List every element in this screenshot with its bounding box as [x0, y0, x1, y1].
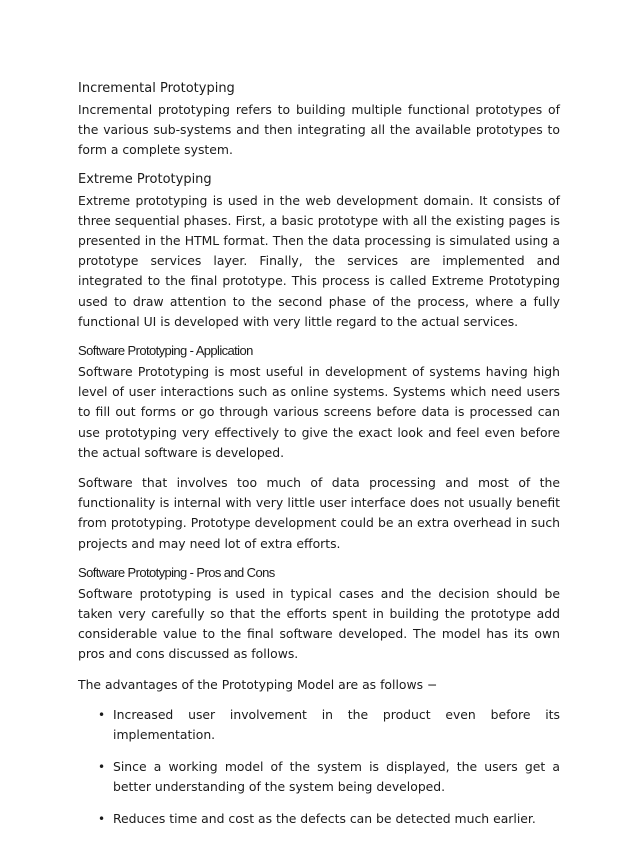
paragraph-extreme-prototyping: Extreme prototyping is used in the web development domain. It consists of three sequential phases. First, a basic prototype with all the existing pages is presented in the HTML format. Then the data processing is simulated using a prototype services layer. Finally, the services are implemented and integrated to the final prototype. This process is called Extreme Prototyping used to draw attention to the second phase of the process, where a fully functional UI is developed with very little regard to the actual services. — [78, 192, 560, 329]
section-heading-extreme-prototyping: Extreme Prototyping — [78, 171, 212, 187]
advantages-list — [78, 705, 560, 829]
document-page — [78, 80, 560, 841]
section-heading-pros-and-cons: Software Prototyping - Pros and Cons — [78, 564, 275, 580]
paragraph-pros-and-cons-1: Software prototyping is used in typical cases and the decision should be taken very carefully so that the efforts spent in building the prototype add considerable value to the final software developed. The model has its own pros and cons discussed as follows. — [78, 585, 560, 662]
section-heading-application: Software Prototyping - Application — [78, 343, 253, 359]
paragraph-advantages-intro: The advantages of the Prototyping Model are as follows − — [78, 676, 438, 692]
paragraph-incremental-prototyping: Incremental prototyping refers to building multiple functional prototypes of the various sub-systems and then integrating all the available prototypes to form a complete system. — [78, 102, 560, 158]
list-item: • Since a working model of the system is displayed, the users get a better understanding of the system being developed. — [113, 757, 560, 797]
paragraph-application-2: Software that involves too much of data processing and most of the functionality is internal with very little user interface does not usually benefit from prototyping. Prototype development could be an extra overhead in such projects and may need lot of extra efforts. — [78, 475, 560, 551]
list-item: • Increased user involvement in the product even before its implementation. — [113, 705, 560, 745]
list-item: • Reduces time and cost as the defects can be detected much earlier. — [113, 809, 560, 829]
paragraph-application-1: Software Prototyping is most useful in development of systems having high level of user interactions such as online systems. Systems which need users to fill out forms or go through various screens before data is processed can use prototyping very effectively to give the exact look and feel even before the actual software is developed. — [78, 364, 560, 460]
section-heading-incremental-prototyping: Incremental Prototyping — [78, 81, 235, 96]
